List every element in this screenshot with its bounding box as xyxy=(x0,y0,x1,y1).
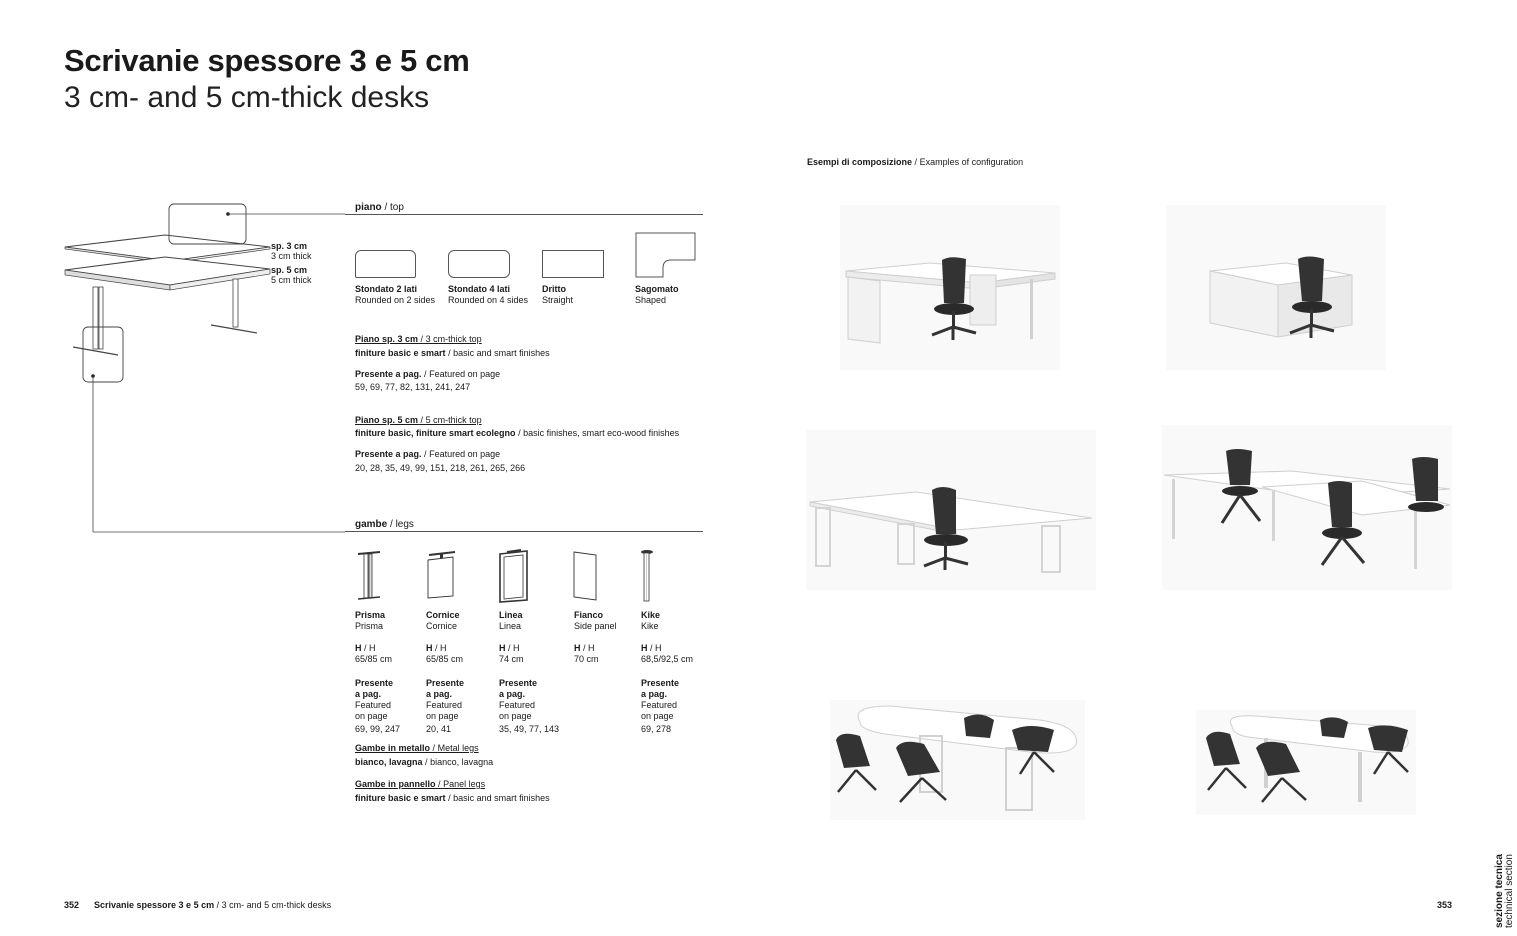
thickness-3-label-en: 3 cm thick xyxy=(271,251,312,261)
cornice-leg-icon xyxy=(425,550,459,602)
top-shape-label: Stondato 2 lati xyxy=(355,284,418,294)
thickness-5-label: sp. 5 cm xyxy=(271,265,308,275)
top5-heading: Piano sp. 5 cm / 5 cm-thick top xyxy=(355,415,482,425)
panel-legs-heading: Gambe in pannello / Panel legs xyxy=(355,779,486,789)
composition-photo xyxy=(1162,425,1452,590)
top5-pages: 20, 28, 35, 49, 99, 151, 218, 261, 265, 266 xyxy=(355,463,526,473)
leg-column-kike: Kike Kike H / H 68,5/92,5 cm Presente a pag. Featured on page 69, 278 xyxy=(641,610,694,734)
thickness-5-label-en: 5 cm thick xyxy=(271,275,312,285)
top-shape-label-en: Rounded on 4 sides xyxy=(448,295,529,305)
leg-column-fianco: Fianco Side panel H / H 70 cm xyxy=(574,610,617,664)
examples-heading: Esempi di composizione / Examples of configuration xyxy=(807,157,1024,167)
top3-pages: 59, 69, 77, 82, 131, 241, 247 xyxy=(355,382,471,392)
prisma-leg-icon xyxy=(355,550,385,602)
top-shape-label: Dritto xyxy=(542,284,566,294)
composition-photo xyxy=(830,700,1085,820)
top-shape-rounded-2 xyxy=(355,250,416,278)
footer-section-title: Scrivanie spessore 3 e 5 cm / 3 cm- and 5 cm-thick desks xyxy=(94,900,332,910)
composition-photo xyxy=(1196,710,1416,815)
top3-featured: Presente a pag. / Featured on page xyxy=(355,369,501,379)
top-shape-label-en: Straight xyxy=(542,295,574,305)
page-subtitle: 3 cm- and 5 cm-thick desks xyxy=(64,81,430,114)
legs-section-rule xyxy=(345,531,703,532)
top-shape-rounded-4 xyxy=(448,250,510,278)
side-tab-label-en: technical section xyxy=(1504,854,1515,928)
composition-photo xyxy=(840,205,1060,370)
top3-finishes: finiture basic e smart / basic and smart finishes xyxy=(355,348,550,358)
top-shape-label: Sagomato xyxy=(635,284,679,294)
page-number-left: 352 xyxy=(64,900,80,910)
top-shape-label: Stondato 4 lati xyxy=(448,284,511,294)
top-section-heading: piano / top xyxy=(355,202,404,213)
leg-column-cornice: Cornice Cornice H / H 65/85 cm Presente a pag. Featured on page 20, 41 xyxy=(426,610,465,734)
top-section-rule xyxy=(345,214,703,215)
page-title: Scrivanie spessore 3 e 5 cm xyxy=(64,43,470,78)
panel-legs-finishes: finiture basic e smart / basic and smart finishes xyxy=(355,793,550,803)
metal-legs-finishes: bianco, lavagna / bianco, lavagna xyxy=(355,757,494,767)
top-shape-label-en: Rounded on 2 sides xyxy=(355,295,436,305)
composition-photo xyxy=(806,430,1096,590)
top5-featured: Presente a pag. / Featured on page xyxy=(355,449,501,459)
linea-leg-icon xyxy=(497,548,531,604)
fianco-leg-icon xyxy=(572,550,600,602)
thickness-3-label: sp. 3 cm xyxy=(271,241,308,251)
legs-section-heading: gambe / legs xyxy=(355,519,414,530)
top-shape-label-en: Shaped xyxy=(635,295,667,305)
leg-column-linea: Linea Linea H / H 74 cm Presente a pag. Featured on page 35, 49, 77, 143 xyxy=(499,610,560,734)
kike-leg-icon xyxy=(638,548,656,604)
top-shape-straight xyxy=(542,250,604,278)
metal-legs-heading: Gambe in metallo / Metal legs xyxy=(355,743,479,753)
composition-photo xyxy=(1166,205,1386,370)
top3-heading: Piano sp. 3 cm / 3 cm-thick top xyxy=(355,334,482,344)
top-shape-shaped xyxy=(635,232,697,278)
top5-finishes: finiture basic, finiture smart ecolegno / basic finishes, smart eco-wood finishes xyxy=(355,428,680,438)
page-number-right: 353 xyxy=(1437,900,1453,910)
side-tab-label: sezione tecnica xyxy=(1494,854,1505,928)
leg-column-prisma: Prisma Prisma H / H 65/85 cm Presente a pag. Featured on page 69, 99, 247 xyxy=(355,610,401,734)
